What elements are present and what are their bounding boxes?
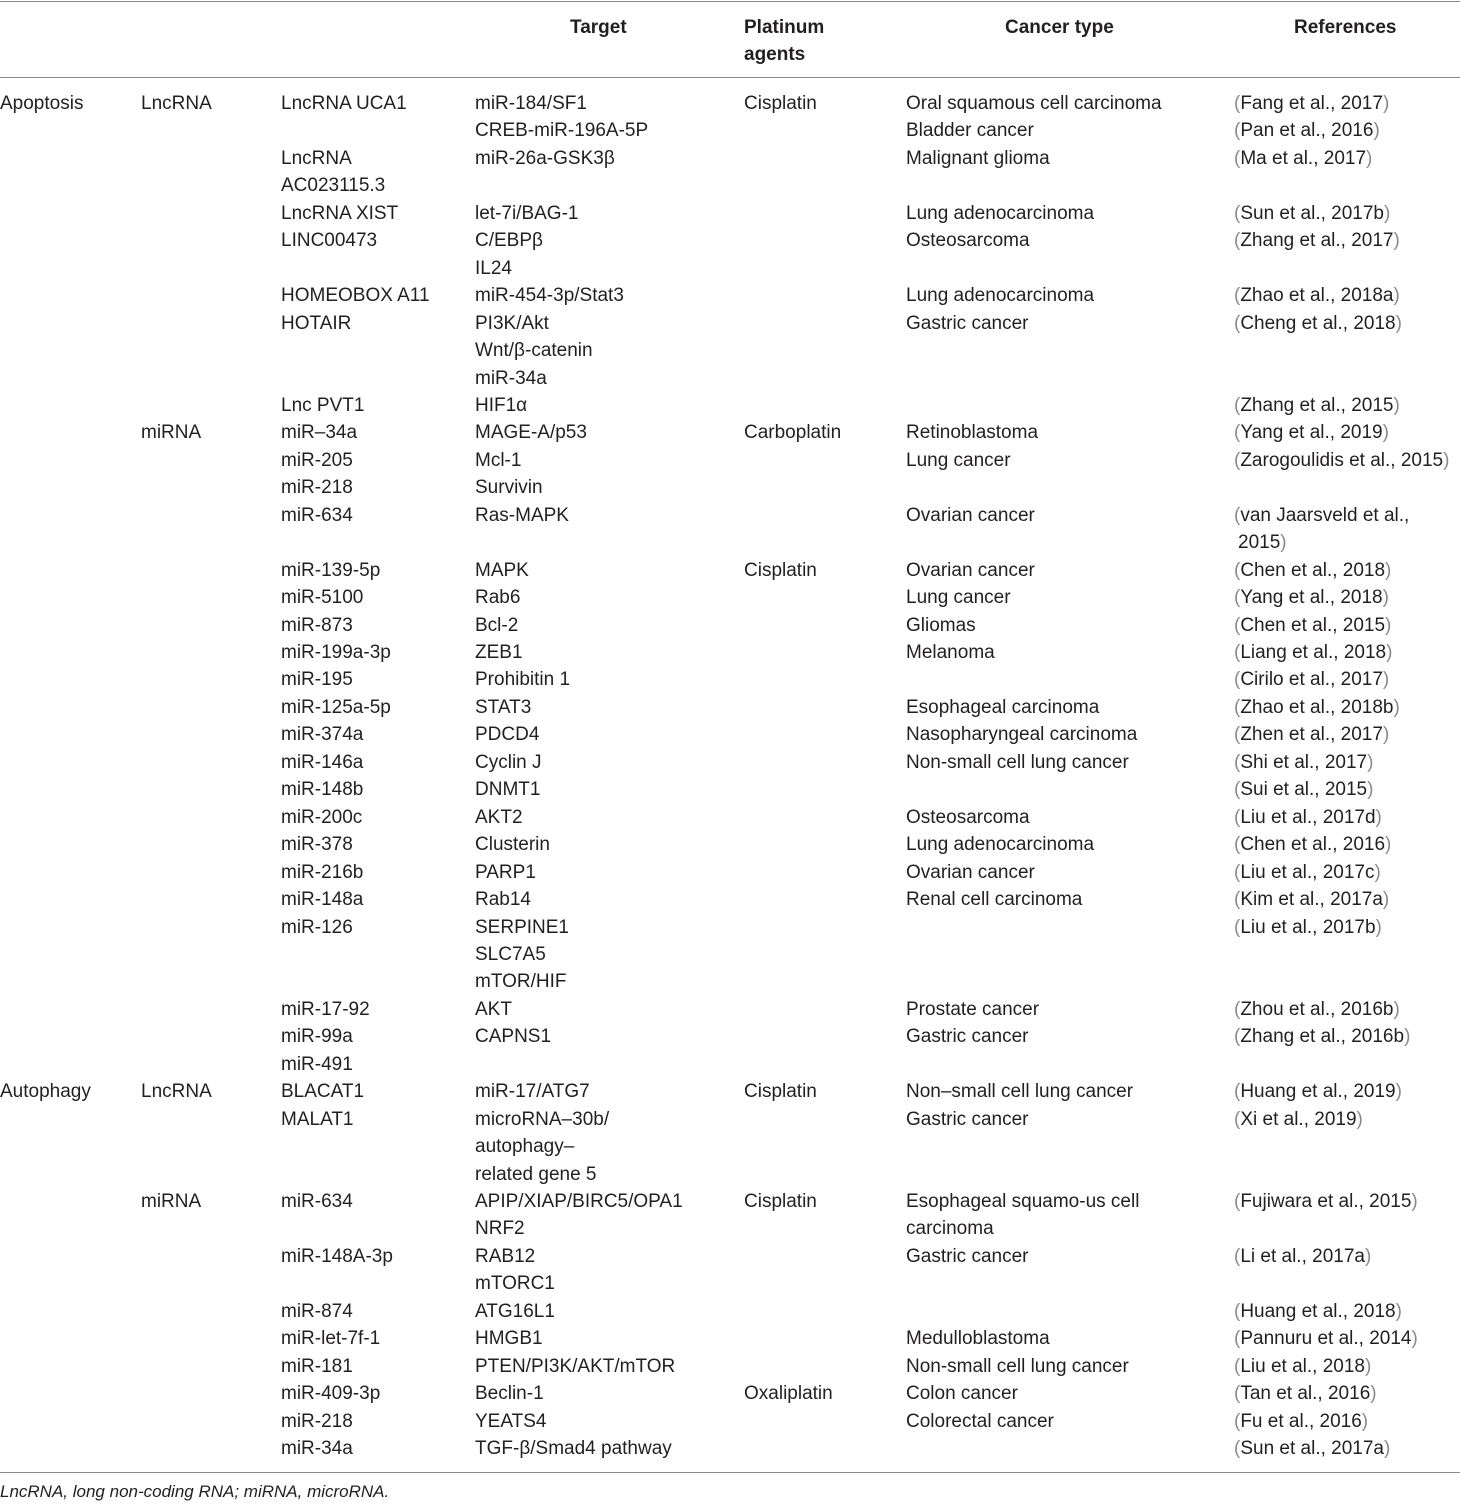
target-cell: Survivin: [475, 477, 543, 499]
cancer-type-cell: Colorectal cancer: [906, 1410, 1054, 1432]
target-cell: HMGB1: [475, 1328, 543, 1350]
reference-cell: (Fu et al., 2016): [1234, 1410, 1369, 1432]
platinum-agent-cell: Oxaliplatin: [744, 1383, 833, 1405]
target-cell: SERPINE1: [475, 916, 569, 938]
rna-name-cell: miR-139-5p: [281, 559, 381, 581]
target-cell: C/EBPβ: [475, 230, 543, 252]
reference-cell: (Huang et al., 2019): [1234, 1081, 1402, 1103]
target-cell: let-7i/BAG-1: [475, 202, 579, 224]
mechanism-cell: Apoptosis: [0, 93, 84, 114]
target-cell: miR-454-3p/Stat3: [475, 285, 624, 307]
reference-cell: (Cheng et al., 2018): [1234, 312, 1402, 334]
target-cell: SLC7A5: [475, 943, 546, 965]
rna-name-cell: LINC00473: [281, 230, 378, 252]
target-cell: mTOR/HIF: [475, 971, 567, 993]
target-cell: IL24: [475, 257, 512, 279]
reference-cell: (Chen et al., 2015): [1234, 614, 1392, 636]
reference-cell: (Fujiwara et al., 2015): [1234, 1191, 1418, 1212]
reference-cell: (Yang et al., 2018): [1234, 587, 1389, 609]
cancer-type-cell: Melanoma: [906, 642, 995, 663]
rna-name-cell: miR-409-3p: [281, 1383, 381, 1405]
target-cell: PI3K/Akt: [475, 312, 549, 334]
reference-cell: (Ma et al., 2017): [1234, 147, 1373, 169]
reference-cell: (Sui et al., 2015): [1234, 779, 1374, 801]
reference-cell: (Shi et al., 2017): [1234, 751, 1374, 773]
rna-name-cell: miR-148b: [281, 779, 364, 801]
target-cell: MAGE-A/p53: [475, 422, 587, 444]
reference-cell: (Zhang et al., 2016b): [1234, 1026, 1411, 1048]
target-cell: TGF-β/Smad4 pathway: [475, 1438, 672, 1460]
cancer-type-cell: Non–small cell lung cancer: [906, 1081, 1134, 1103]
target-cell: related gene 5: [475, 1163, 597, 1185]
target-cell: miR-34a: [475, 367, 547, 389]
reference-cell: (Zhao et al., 2018a): [1234, 285, 1400, 307]
bottom-rule: [0, 1472, 1460, 1473]
target-cell: Mcl-1: [475, 449, 522, 471]
reference-cell: (Kim et al., 2017a): [1234, 889, 1390, 911]
cancer-type-cell: Malignant glioma: [906, 147, 1050, 169]
reference-cell: (Cirilo et al., 2017): [1234, 669, 1390, 691]
rna-name-cell: miR-5100: [281, 587, 364, 609]
rna-type-cell: LncRNA: [141, 93, 212, 114]
header-cancer-type: Cancer type: [1005, 17, 1114, 38]
cancer-type-cell: Gastric cancer: [906, 1108, 1029, 1130]
target-cell: Ras-MAPK: [475, 504, 569, 526]
target-cell: APIP/XIAP/BIRC5/OPA1: [475, 1191, 683, 1212]
target-cell: miR-17/ATG7: [475, 1081, 590, 1103]
header-platinum-agents-line2: agents: [744, 44, 806, 65]
target-cell: Bcl-2: [475, 614, 519, 636]
mechanism-cell: Autophagy: [0, 1081, 91, 1103]
target-cell: HIF1α: [475, 394, 528, 416]
cancer-type-cell: Medulloblastoma: [906, 1328, 1050, 1350]
reference-cell: (Liu et al., 2018): [1234, 1355, 1372, 1377]
target-cell: MAPK: [475, 559, 529, 581]
target-cell: PDCD4: [475, 724, 540, 746]
reference-cell: (Pan et al., 2016): [1234, 120, 1380, 142]
cancer-type-cell: Non-small cell lung cancer: [906, 751, 1129, 773]
target-cell: Clusterin: [475, 834, 550, 856]
reference-cell: (Xi et al., 2019): [1234, 1108, 1363, 1130]
rna-name-cell: miR-125a-5p: [281, 696, 391, 718]
target-cell: RAB12: [475, 1245, 536, 1267]
reference-cell: (Zhou et al., 2016b): [1234, 998, 1400, 1020]
reference-cell: (Chen et al., 2018): [1234, 559, 1392, 581]
rna-name-cell: miR-205: [281, 449, 353, 471]
cancer-type-cell: Ovarian cancer: [906, 861, 1035, 883]
target-cell: PTEN/PI3K/AKT/mTOR: [475, 1355, 676, 1377]
platinum-agent-cell: Cisplatin: [744, 559, 817, 581]
rna-name-cell: miR-200c: [281, 806, 363, 828]
rna-name-cell: miR-374a: [281, 724, 364, 746]
header-rule: [0, 77, 1460, 78]
reference-cell: (Li et al., 2017a): [1234, 1245, 1372, 1267]
rna-name-cell: Lnc PVT1: [281, 394, 365, 416]
target-cell: mTORC1: [475, 1273, 555, 1295]
cancer-type-cell: Lung cancer: [906, 449, 1011, 471]
reference-cell: (Pannuru et al., 2014): [1234, 1328, 1418, 1350]
reference-cell: (van Jaarsveld et al.,: [1234, 504, 1410, 526]
cancer-type-cell: Esophageal carcinoma: [906, 696, 1100, 718]
reference-cell: (Zhen et al., 2017): [1234, 724, 1390, 746]
rna-type-cell: LncRNA: [141, 1081, 212, 1103]
rna-type-cell: miRNA: [141, 1191, 202, 1212]
target-cell: CAPNS1: [475, 1026, 552, 1048]
rna-name-cell: miR-199a-3p: [281, 642, 391, 663]
rna-name-cell: miR-491: [281, 1053, 353, 1075]
rna-name-cell: BLACAT1: [281, 1081, 365, 1103]
rna-type-cell: miRNA: [141, 422, 202, 444]
rna-name-cell: miR-let-7f-1: [281, 1328, 381, 1350]
rna-name-cell: miR-148A-3p: [281, 1245, 393, 1267]
rna-name-cell: LncRNA: [281, 147, 352, 169]
header-target: Target: [570, 17, 627, 38]
rna-name-cell: LncRNA XIST: [281, 202, 399, 224]
target-cell: AKT: [475, 998, 512, 1020]
header-platinum-agents-line1: Platinum: [744, 17, 825, 38]
rna-name-cell: miR-874: [281, 1300, 353, 1322]
target-cell: STAT3: [475, 696, 532, 718]
target-cell: CREB-miR-196A-5P: [475, 120, 649, 142]
cancer-type-cell: Lung adenocarcinoma: [906, 285, 1095, 307]
rna-name-cell: LncRNA UCA1: [281, 93, 407, 114]
reference-cell: (Zhang et al., 2017): [1234, 230, 1400, 252]
reference-cell: (Zhao et al., 2018b): [1234, 696, 1400, 718]
cancer-type-cell: Oral squamous cell carcinoma: [906, 93, 1162, 114]
cancer-type-cell: Lung adenocarcinoma: [906, 834, 1095, 856]
table-footnote: LncRNA, long non-coding RNA; miRNA, microRNA.: [0, 1482, 390, 1501]
cancer-type-cell: Ovarian cancer: [906, 559, 1035, 581]
rna-name-cell: miR-218: [281, 1410, 353, 1432]
target-cell: Rab6: [475, 587, 521, 609]
target-cell: Cyclin J: [475, 751, 542, 773]
rna-name-cell: miR-634: [281, 1191, 353, 1212]
reference-cell: (Zhang et al., 2015): [1234, 394, 1400, 416]
reference-cell: (Sun et al., 2017a): [1234, 1438, 1391, 1460]
header-references: References: [1294, 17, 1397, 38]
top-rule: [0, 1, 1460, 2]
rna-name-cell: miR–34a: [281, 422, 358, 444]
cancer-type-cell: Esophageal squamo-us cell: [906, 1191, 1140, 1212]
rna-name-cell: miR-378: [281, 834, 353, 856]
rna-name-cell: miR-34a: [281, 1438, 353, 1460]
target-cell: miR-26a-GSK3β: [475, 147, 615, 169]
reference-cell: 2015): [1238, 532, 1287, 554]
rna-name-cell: miR-146a: [281, 751, 364, 773]
rna-name-cell: miR-148a: [281, 889, 364, 911]
cancer-type-cell: Prostate cancer: [906, 998, 1040, 1020]
rna-name-cell: miR-126: [281, 916, 353, 938]
rna-name-cell: miR-99a: [281, 1026, 353, 1048]
cancer-type-cell: Lung cancer: [906, 587, 1011, 609]
rna-name-cell: miR-181: [281, 1355, 353, 1377]
reference-cell: (Liu et al., 2017c): [1234, 861, 1381, 883]
cancer-type-cell: Osteosarcoma: [906, 806, 1030, 828]
target-cell: NRF2: [475, 1218, 525, 1240]
platinum-agent-cell: Carboplatin: [744, 422, 842, 444]
rna-name-cell: miR-873: [281, 614, 353, 636]
cancer-type-cell: Gastric cancer: [906, 1026, 1029, 1048]
cancer-type-cell: carcinoma: [906, 1218, 994, 1240]
rna-name-cell: miR-218: [281, 477, 353, 499]
rna-name-cell: HOTAIR: [281, 312, 352, 334]
cancer-type-cell: Non-small cell lung cancer: [906, 1355, 1129, 1377]
cancer-type-cell: Osteosarcoma: [906, 230, 1030, 252]
reference-cell: (Yang et al., 2019): [1234, 422, 1389, 444]
rna-name-cell: AC023115.3: [281, 175, 386, 197]
target-cell: AKT2: [475, 806, 523, 828]
rna-name-cell: miR-634: [281, 504, 353, 526]
reference-cell: (Zarogoulidis et al., 2015): [1234, 449, 1450, 471]
cancer-type-cell: Renal cell carcinoma: [906, 889, 1083, 911]
cancer-type-cell: Gastric cancer: [906, 312, 1029, 334]
cancer-type-cell: Nasopharyngeal carcinoma: [906, 724, 1138, 746]
target-cell: ZEB1: [475, 642, 523, 663]
reference-cell: (Tan et al., 2016): [1234, 1383, 1377, 1405]
cancer-type-cell: Gastric cancer: [906, 1245, 1029, 1267]
cancer-type-cell: Lung adenocarcinoma: [906, 202, 1095, 224]
reference-cell: (Huang et al., 2018): [1234, 1300, 1402, 1322]
reference-cell: (Sun et al., 2017b): [1234, 202, 1391, 224]
target-cell: ATG16L1: [475, 1300, 555, 1322]
cancer-type-cell: Ovarian cancer: [906, 504, 1035, 526]
target-cell: PARP1: [475, 861, 536, 883]
platinum-agent-cell: Cisplatin: [744, 1081, 817, 1103]
cancer-type-cell: Colon cancer: [906, 1383, 1018, 1405]
rna-name-cell: MALAT1: [281, 1108, 354, 1130]
target-cell: autophagy–: [475, 1136, 575, 1158]
target-cell: Beclin-1: [475, 1383, 544, 1405]
target-cell: Prohibitin 1: [475, 669, 571, 691]
cancer-type-cell: Gliomas: [906, 614, 976, 636]
rna-name-cell: miR-17-92: [281, 998, 370, 1020]
rna-name-cell: miR-216b: [281, 861, 364, 883]
cancer-type-cell: Bladder cancer: [906, 120, 1034, 142]
target-cell: YEATS4: [475, 1410, 547, 1432]
rna-name-cell: HOMEOBOX A11: [281, 285, 430, 307]
target-cell: miR-184/SF1: [475, 93, 587, 114]
reference-cell: (Liu et al., 2017d): [1234, 806, 1382, 828]
reference-cell: (Liu et al., 2017b): [1234, 916, 1382, 938]
reference-cell: (Fang et al., 2017): [1234, 93, 1390, 114]
target-cell: microRNA–30b/: [475, 1108, 610, 1130]
reference-cell: (Liang et al., 2018): [1234, 642, 1393, 663]
rna-name-cell: miR-195: [281, 669, 353, 691]
platinum-agent-cell: Cisplatin: [744, 1191, 817, 1212]
cancer-type-cell: Retinoblastoma: [906, 422, 1039, 444]
reference-cell: (Chen et al., 2016): [1234, 834, 1392, 856]
platinum-agent-cell: Cisplatin: [744, 93, 817, 114]
target-cell: Wnt/β-catenin: [475, 340, 593, 362]
target-cell: Rab14: [475, 889, 531, 911]
target-cell: DNMT1: [475, 779, 541, 801]
